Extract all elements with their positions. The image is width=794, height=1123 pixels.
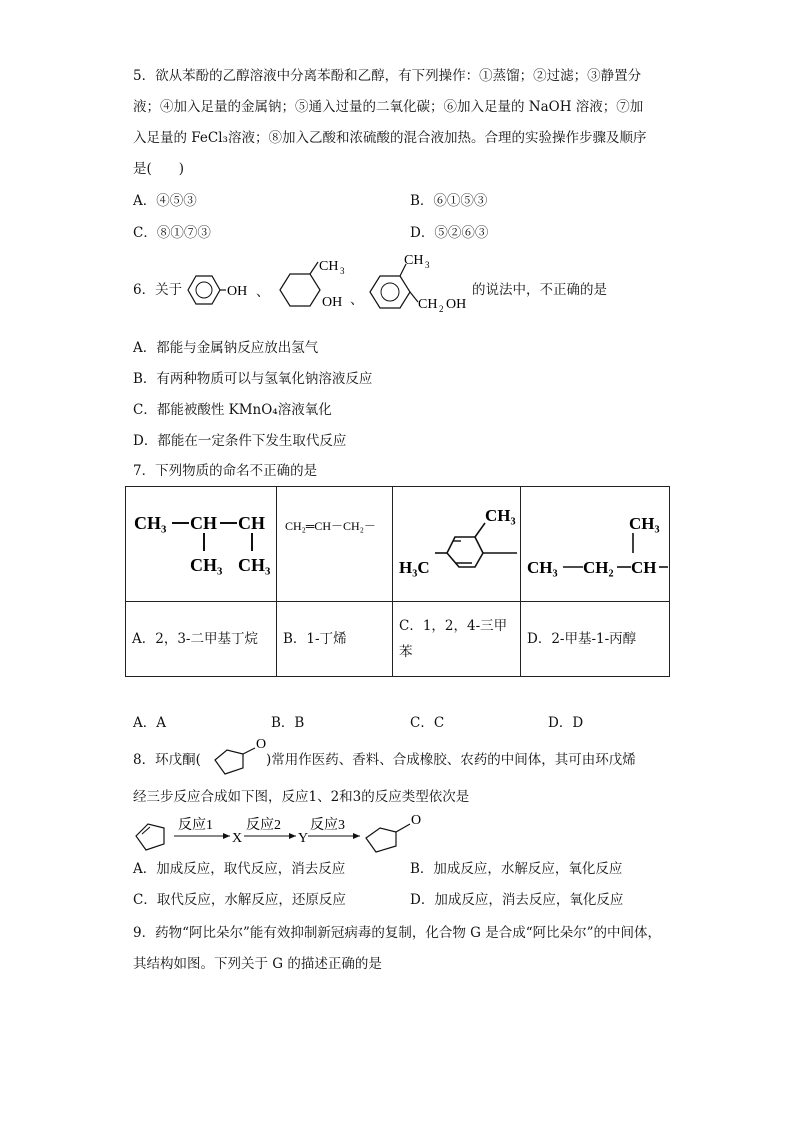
q5-option-a: A．④⑤③: [133, 193, 197, 209]
svg-text:CH: CH: [190, 513, 217, 533]
q8-option-d: D．加成反应，消去反应，氧化反应: [410, 892, 624, 908]
q6-suffix: 的说法中，不正确的是: [472, 282, 607, 298]
q7-stem: 7．下列物质的命名不正确的是: [133, 463, 318, 479]
q7-caption-d: D．2-甲基-1-丙醇: [521, 602, 670, 677]
q8-option-b: B．加成反应，水解反应，氧化反应: [410, 861, 623, 877]
intermediate-y: Y: [298, 831, 309, 846]
q8-line-2: 经三步反应合成如下图，反应1、2和3的反应类型依次是: [133, 789, 470, 805]
q5-line-4: 是( ): [133, 161, 185, 177]
q6-prefix: 6．关于: [133, 282, 183, 298]
cyclopentanone-structure: [205, 738, 265, 778]
cyclopentene-structure: [136, 824, 164, 850]
svg-text:CH₃: CH₃: [527, 558, 558, 577]
svg-text:CH₃: CH₃: [190, 555, 223, 575]
reaction-2-label: 反应2: [246, 818, 281, 833]
svg-text:OH: OH: [446, 297, 467, 312]
svg-text:CH₂: CH₂: [583, 558, 614, 577]
phenol-oh-label: OH: [227, 284, 248, 299]
methylcyclohexanol-structure: [272, 254, 362, 314]
cyclopentanone-product: [366, 828, 396, 852]
q7-caption-c: C．1，2，4-三甲 苯: [393, 602, 521, 677]
methylbenzyl-alcohol-structure: [364, 252, 484, 318]
q9-line-1: 9．药物“阿比朵尔”能有效抑制新冠病毒的复制，化合物 G 是合成“阿比朵尔”的中间体，: [133, 925, 662, 941]
q5-option-d: D．⑤②⑥③: [410, 225, 489, 241]
svg-text:3: 3: [425, 260, 430, 270]
svg-text:CH: CH: [238, 513, 265, 533]
q7-cell-b-structure: [277, 487, 393, 602]
q7-cell-a-structure: [126, 487, 277, 602]
q5-option-b: B．⑥①⑤③: [410, 193, 488, 209]
q7-answer-a: A．A: [133, 715, 166, 731]
svg-text:OH: OH: [322, 295, 343, 310]
svg-text:2: 2: [439, 304, 444, 314]
svg-text:3: 3: [340, 266, 345, 276]
svg-text:H₃C: H₃C: [399, 558, 430, 577]
q7-table: [125, 486, 670, 677]
svg-text:CH₂═CH－CH₂－: CH₂═CH－CH₂－: [285, 519, 376, 533]
phenol-structure: [180, 270, 260, 310]
svg-text:CH₃: CH₃: [238, 555, 271, 575]
q7-caption-a: A．2，3-二甲基丁烷: [126, 602, 277, 677]
reaction-1-label: 反应1: [178, 818, 213, 833]
svg-text:CH₃: CH₃: [134, 513, 167, 533]
svg-text:O: O: [411, 813, 422, 828]
q7-answer-b: B．B: [271, 715, 305, 731]
q8-line-1-suffix: )常用作医药、香料、合成橡胶、农药的中间体，其可由环戊烯: [266, 752, 636, 768]
q7-caption-b: B．1-丁烯: [277, 602, 393, 677]
q7-answer-d: D．D: [548, 715, 584, 731]
q5-line-3: 入足量的 FeCl₃溶液；⑧加入乙酸和浓硫酸的混合液加热。合理的实验操作步骤及顺序: [133, 130, 647, 146]
intermediate-x: X: [232, 831, 243, 846]
q7-answer-c: C．C: [410, 715, 445, 731]
q9-line-2: 其结构如图。下列关于 G 的描述正确的是: [133, 956, 382, 972]
q6-option-a: A．都能与金属钠反应放出氢气: [133, 340, 319, 356]
svg-text:CH₃: CH₃: [629, 514, 660, 533]
svg-text:CH₃: CH₃: [485, 506, 516, 525]
q8-option-a: A．加成反应，取代反应，消去反应: [133, 861, 346, 877]
svg-text:CH: CH: [631, 558, 657, 577]
q8-option-c: C．取代反应，水解反应，还原反应: [133, 892, 346, 908]
svg-text:CH: CH: [404, 253, 424, 268]
q6-option-b: B．有两种物质可以与氢氧化钠溶液反应: [133, 371, 373, 387]
q8-reaction-scheme: [130, 812, 430, 860]
q7-cell-c-structure: [393, 487, 521, 602]
q6-sep-1: 、: [256, 284, 270, 300]
q6-sep-2: 、: [350, 292, 364, 308]
svg-text:CH: CH: [418, 297, 438, 312]
q6-option-c: C．都能被酸性 KMnO₄溶液氧化: [133, 402, 332, 418]
q7-cell-d-structure: [521, 487, 670, 602]
q6-option-d: D．都能在一定条件下发生取代反应: [133, 433, 347, 449]
svg-text:O: O: [256, 737, 267, 752]
q5-line-1: 5．欲从苯酚的乙醇溶液中分离苯酚和乙醇，有下列操作：①蒸馏；②过滤；③静置分: [133, 68, 642, 84]
q8-line-1-prefix: 8．环戊酮(: [133, 752, 201, 768]
reaction-3-label: 反应3: [310, 818, 345, 833]
q5-option-c: C．⑧①⑦③: [133, 225, 211, 241]
q5-line-2: 液；④加入足量的金属钠；⑤通入过量的二氧化碳；⑥加入足量的 NaOH 溶液；⑦加: [133, 99, 644, 115]
svg-text:CH: CH: [319, 259, 339, 274]
